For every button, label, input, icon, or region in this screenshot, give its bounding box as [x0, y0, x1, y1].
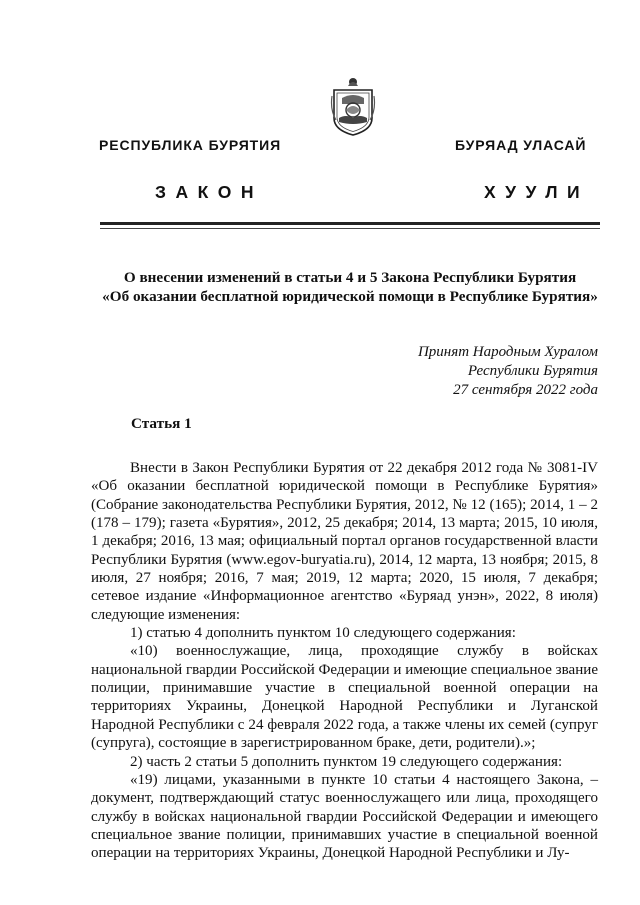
adoption-date: 27 сентября 2022 года: [453, 382, 598, 398]
republic-name-buryat: БУРЯАД УЛАСАЙ: [455, 137, 587, 153]
article-body: [91, 459, 598, 863]
article-heading: Статья 1: [131, 415, 192, 432]
law-title: [60, 268, 640, 306]
article-paragraph: «10) военнослужащие, лица, проходящие службу в войсках национальной гвардии Российской Федерации и имеющие специальное звание полиции, принимавшие участие в специальной военной операции на территориях Украины, Донецкой Народной Республики и Луганской Народной Республики с 24 февраля 2022 года, а также члены их семей (супруг (супруга), состоящие в зарегистрированном браке, дети, родители).»;: [91, 643, 598, 752]
article-paragraph: 1) статью 4 дополнить пунктом 10 следующего содержания:: [130, 625, 516, 642]
article-paragraph: Внести в Закон Республики Бурятия от 22 декабря 2012 года № 3081-IV «Об оказании бесплатной юридической помощи в Республике Бурятия» (Собрание законодательства Республики Бурятия, 2012, № 12 (165); 2014, 1 – 2 (178 – 179); газета «Бурятия», 2012, 25 декабря; 2014, 13 марта; 2015, 10 июля, 1 декабря; 2016, 13 мая; официальный портал органов государственной власти Республики Бурятия (www.egov-buryatia.ru), 2014, 12 марта, 13 ноября; 2015, 8 июля, 27 ноября; 2016, 7 мая; 2019, 12 марта; 2020, 15 июля, 7 декабря; сетевое издание «Информационное агентство «Буряад унэн», 2022, 8 июля) следующие изменения:: [91, 460, 598, 623]
adoption-note: [418, 343, 598, 400]
adoption-note-line-2: Республики Бурятия: [467, 363, 598, 379]
header-divider-thick: [100, 222, 600, 225]
republic-name-russian: РЕСПУБЛИКА БУРЯТИЯ: [99, 137, 282, 153]
document-type-buryat: ХУУЛИ: [484, 182, 590, 202]
law-title-line-2: «Об оказании бесплатной юридической помощи в Республике Бурятия»: [102, 288, 598, 305]
adoption-note-line-1: Принят Народным Хуралом: [417, 344, 598, 360]
document-type-russian: ЗАКОН: [155, 182, 264, 202]
article-paragraph: 2) часть 2 статьи 5 дополнить пунктом 19 следующего содержания:: [130, 753, 563, 770]
law-title-line-1: О внесении изменений в статьи 4 и 5 Закона Республики Бурятия: [123, 269, 577, 286]
header-divider-thin: [100, 228, 600, 229]
article-paragraph: «19) лицами, указанными в пункте 10 статьи 4 настоящего Закона, – документ, подтверждающий статус военнослужащего или лица, проходящего службу в войсках национальной гвардии Российской Федерации и имеющего специальное звание полиции, принимавших участие в специальной военной операции на территориях Украины, Донецкой Народной Республики и Лу-: [91, 771, 598, 862]
coat-of-arms-emblem: [330, 74, 376, 136]
